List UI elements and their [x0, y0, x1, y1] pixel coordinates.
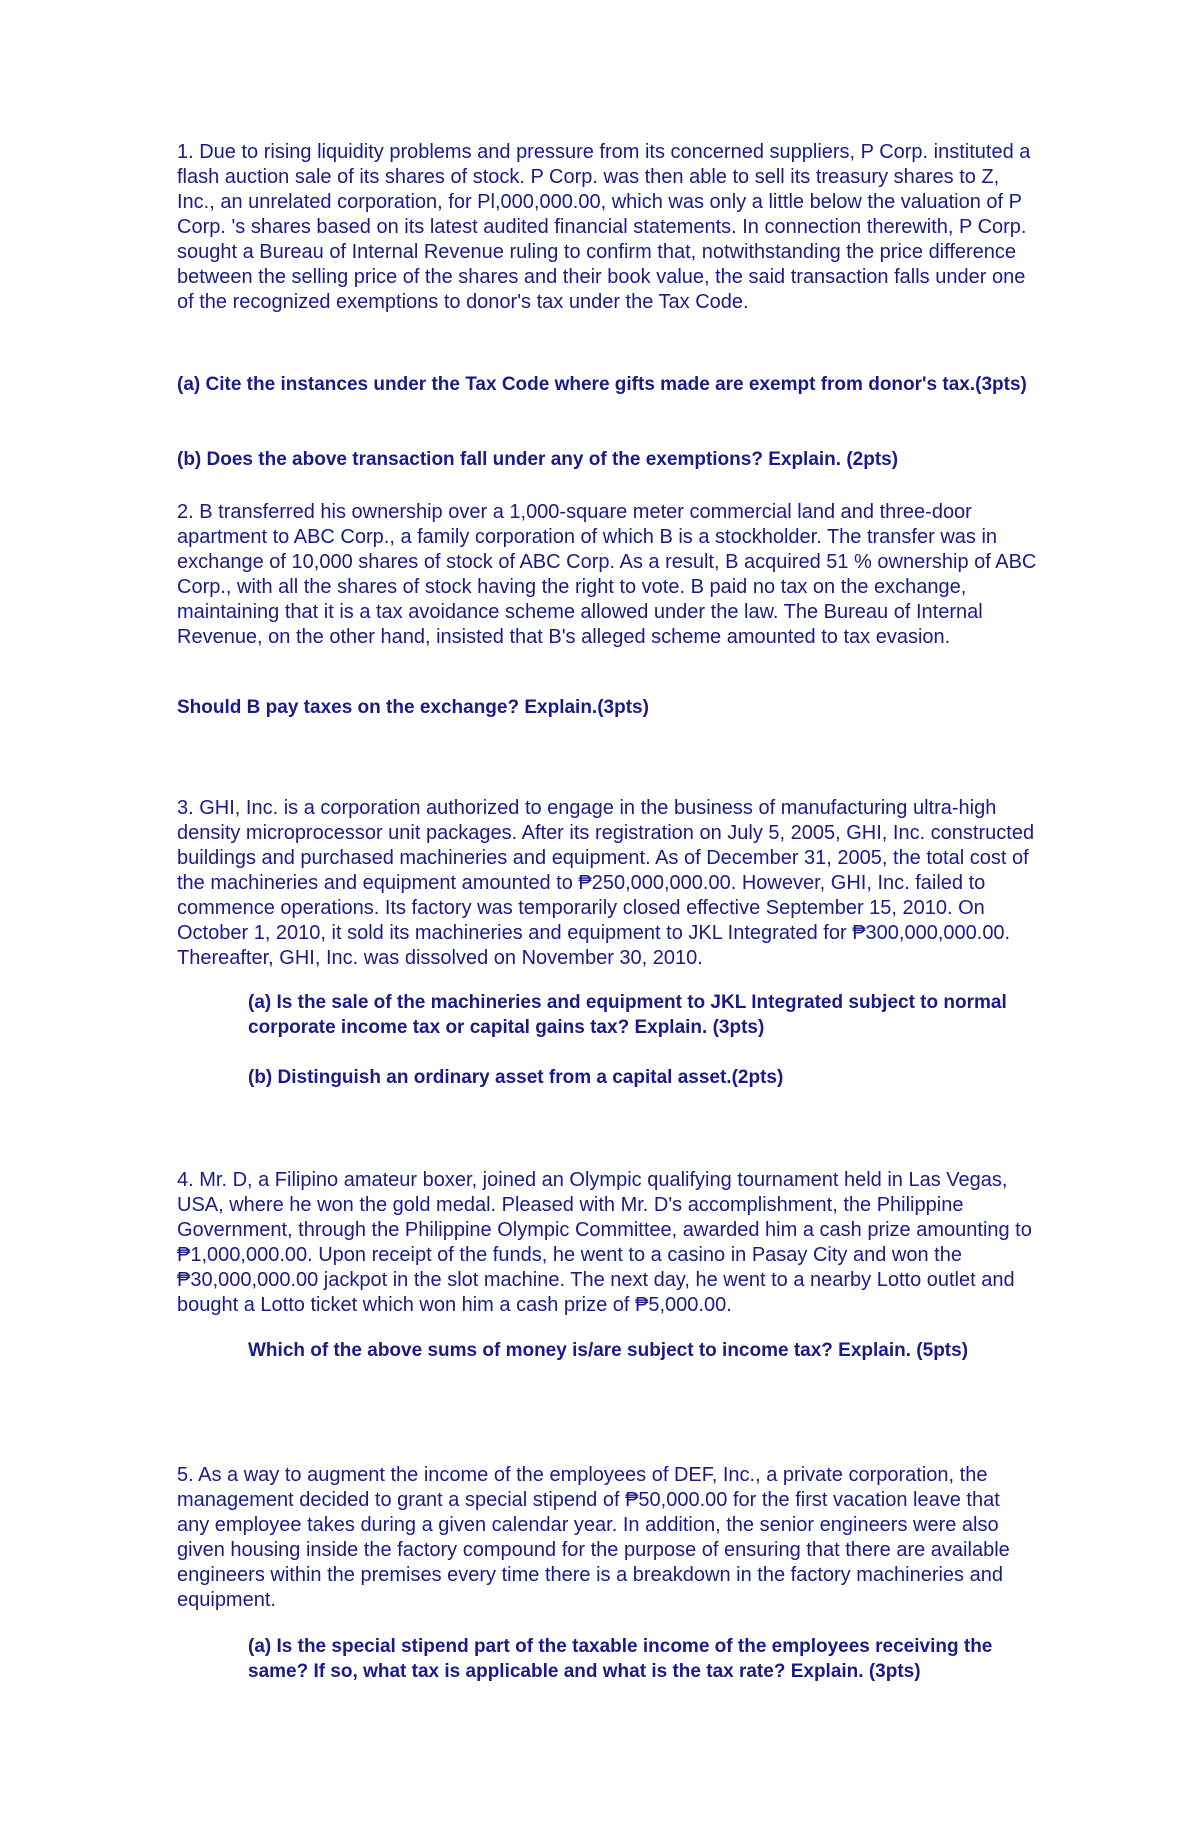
question-1-text: 1. Due to rising liquidity problems and pressure from its concerned suppliers, P Corp. instituted a flash auction sale of its shares of stock. P Corp. was then able to sell its treasury shares to Z, Inc., an unrelated corporation, for Pl,000,000.00, which was only a little below the valuation of P Corp. 's shares based on its latest audited financial statements. In connection therewith, P Corp. sought a Bureau of Internal Revenue ruling to confirm that, notwithstanding the price difference between the selling price of the shares and their book value, the said transaction falls under one of the recognized exemptions to donor's tax under the Tax Code. [177, 141, 1031, 313]
question-3b [248, 1065, 1038, 1090]
question-1b [177, 447, 1037, 472]
question-1a-prompt: (a) Cite the instances under the Tax Code where gifts made are exempt from donor's tax.(3pts) [177, 374, 1027, 395]
question-1a [177, 372, 1037, 397]
question-1b-prompt: (b) Does the above transaction fall under any of the exemptions? Explain. (2pts) [177, 449, 899, 470]
question-3a-prompt: (a) Is the sale of the machineries and equipment to JKL Integrated subject to normal corporate income tax or capital gains tax? Explain. (3pts) [248, 992, 1007, 1038]
question-5a-prompt: (a) Is the special stipend part of the taxable income of the employees receiving the same? If so, what tax is applicable and what is the tax rate? Explain. (3pts) [248, 1636, 993, 1682]
question-4-prompt: Which of the above sums of money is/are subject to income tax? Explain. (5pts) [248, 1340, 969, 1361]
question-3a [248, 990, 1038, 1040]
question-1 [177, 140, 1037, 315]
question-5-text: 5. As a way to augment the income of the employees of DEF, Inc., a private corporation, the management decided to grant a special stipend of ₱50,000.00 for the first vacation leave that any employee takes during a given calendar year. In addition, the senior engineers were also given housing inside the factory compound for the purpose of ensuring that there are available engineers within the premises every time there is a breakdown in the factory machineries and equipment. [177, 1464, 1010, 1611]
question-3 [177, 796, 1037, 971]
question-2 [177, 500, 1037, 650]
question-4 [177, 1168, 1037, 1318]
question-5a [248, 1634, 1038, 1684]
question-2-ask [177, 695, 1037, 720]
question-2-text: 2. B transferred his ownership over a 1,000-square meter commercial land and three-door apartment to ABC Corp., a family corporation of which B is a stockholder. The transfer was in exchange of 10,000 shares of stock of ABC Corp. As a result, B acquired 51 % ownership of ABC Corp., with all the shares of stock having the right to vote. B paid no tax on the exchange, maintaining that it is a tax avoidance scheme allowed under the law. The Bureau of Internal Revenue, on the other hand, insisted that B's alleged scheme amounted to tax evasion. [177, 501, 1037, 648]
question-4-ask [248, 1338, 1038, 1363]
question-3-text: 3. GHI, Inc. is a corporation authorized to engage in the business of manufacturing ultra-high density microprocessor unit packages. After its registration on July 5, 2005, GHI, Inc. constructed buildings and purchased machineries and equipment. As of December 31, 2005, the total cost of the machineries and equipment amounted to ₱250,000,000.00. However, GHI, Inc. failed to commence operations. Its factory was temporarily closed effective September 15, 2010. On October 1, 2010, it sold its machineries and equipment to JKL Integrated for ₱300,000,000.00. Thereafter, GHI, Inc. was dissolved on November 30, 2010. [177, 797, 1035, 969]
question-2-prompt: Should B pay taxes on the exchange? Explain.(3pts) [177, 697, 649, 718]
question-3b-prompt: (b) Distinguish an ordinary asset from a capital asset.(2pts) [248, 1067, 784, 1088]
question-5 [177, 1463, 1037, 1613]
question-4-text: 4. Mr. D, a Filipino amateur boxer, joined an Olympic qualifying tournament held in Las Vegas, USA, where he won the gold medal. Pleased with Mr. D's accomplishment, the Philippine Government, through the Philippine Olympic Committee, awarded him a cash prize amounting to ₱1,000,000.00. Upon receipt of the funds, he went to a casino in Pasay City and won the ₱30,000,000.00 jackpot in the slot machine. The next day, he went to a nearby Lotto outlet and bought a Lotto ticket which won him a cash prize of ₱5,000.00. [177, 1169, 1032, 1316]
